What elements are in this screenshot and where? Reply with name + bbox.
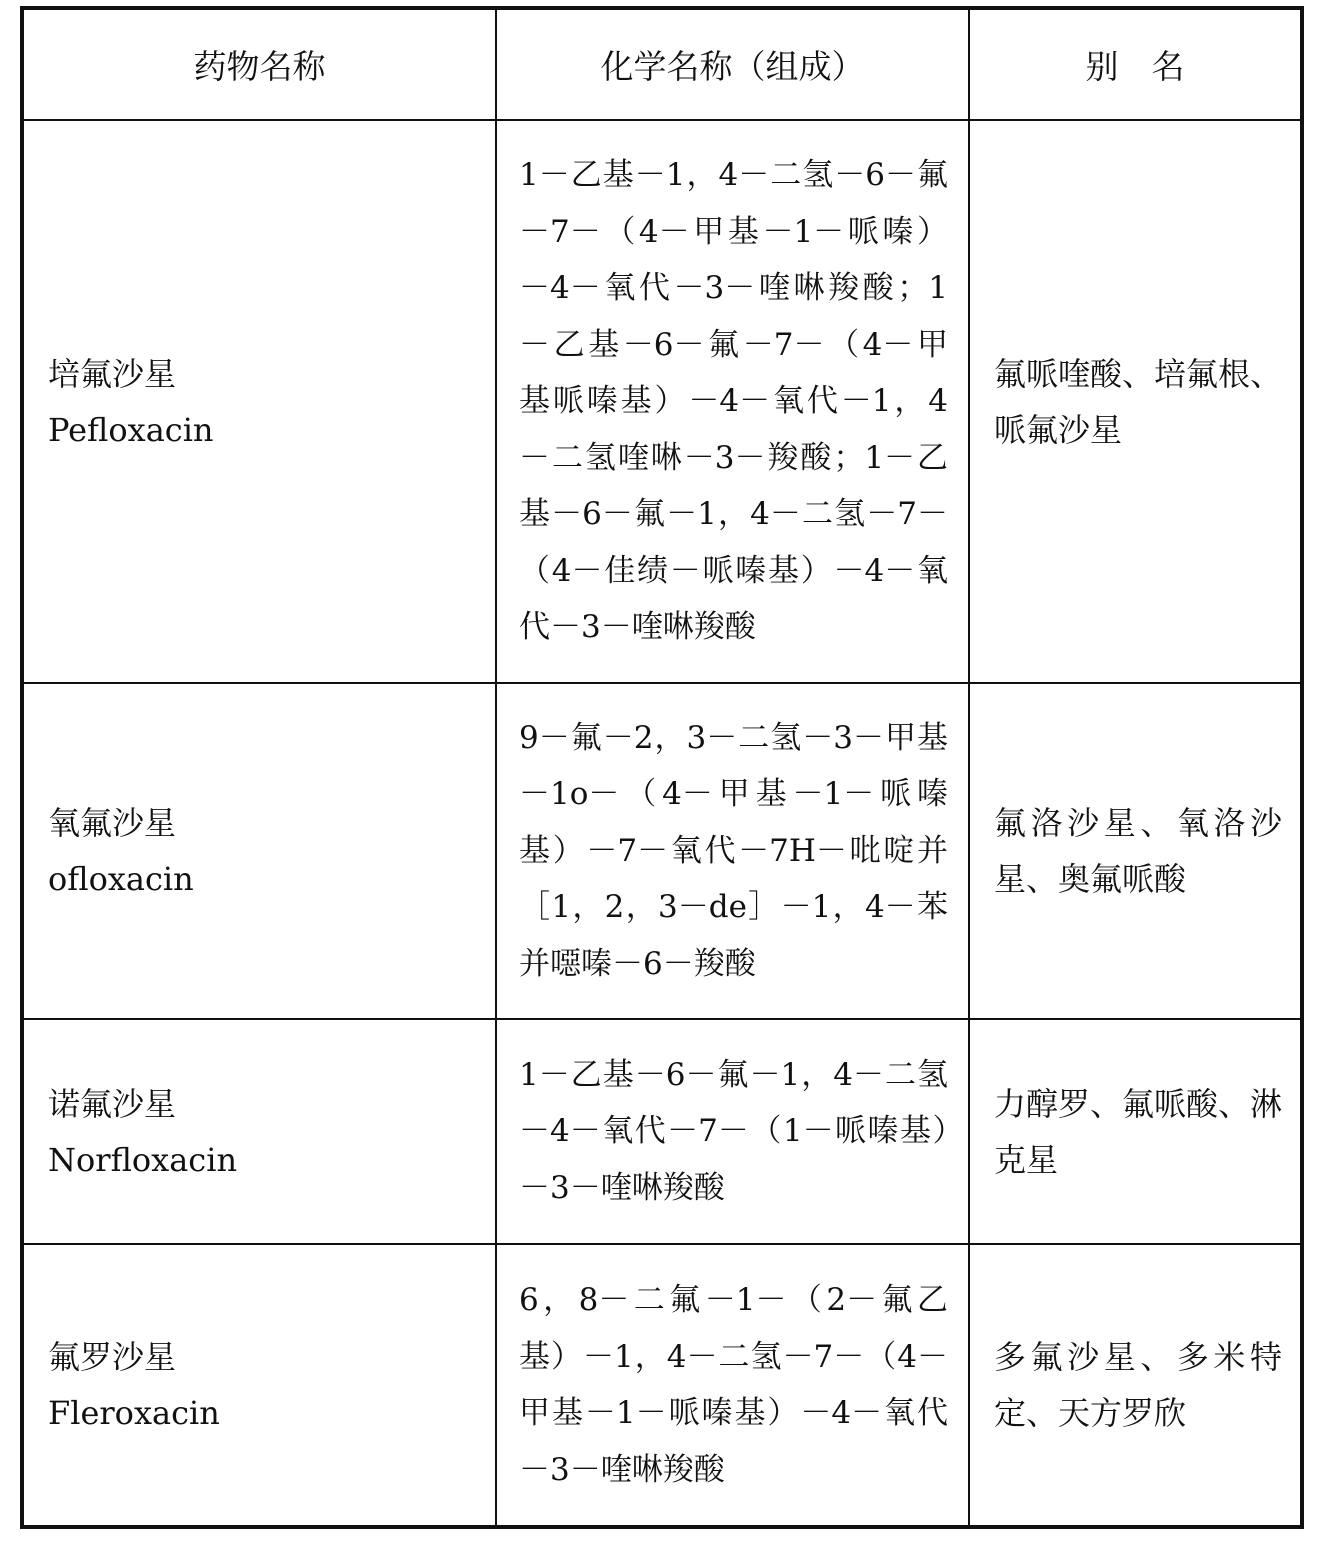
alias-cell: 氟哌喹酸、培氟根、哌氟沙星 (969, 120, 1302, 683)
table-row (22, 1244, 1302, 1527)
drug-name-cell (22, 683, 496, 1019)
drug-table (20, 6, 1304, 1529)
header-alias: 别 名 (969, 8, 1302, 120)
header-drug-name: 药物名称 (22, 8, 496, 120)
drug-name-en: Fleroxacin (48, 1394, 220, 1432)
drug-name-en: ofloxacin (48, 860, 194, 898)
drug-name-en: Pefloxacin (48, 410, 214, 449)
drug-name-cn: 氧氟沙星 (48, 804, 177, 842)
table-row (22, 1019, 1302, 1244)
chemical-name-cell: 1－乙基－1，4－二氢－6－氟－7－（4－甲基－1－哌嗪）－4－氧代－3－喹啉羧酸；1－乙基－6－氟－7－（4－甲基哌嗪基）－4－氧代－1，4－二氢喹啉－3－羧酸；1－乙基－6－氟－1，4－二氢－7－（4－佳绩－哌嗪基）－4－氧代－3－喹啉羧酸 (496, 120, 969, 683)
alias-cell: 氟洛沙星、氧洛沙星、奥氟哌酸 (969, 683, 1302, 1019)
drug-name-cell (22, 120, 496, 683)
drug-name-cn: 诺氟沙星 (48, 1084, 177, 1123)
drug-name-cn: 培氟沙星 (48, 354, 177, 393)
chemical-name-cell: 9－氟－2，3－二氢－3－甲基－1o－（4－甲基－1－哌嗪基）－7－氧代－7H－吡啶并［1，2，3－de］－1，4－苯并噁嗪－6－羧酸 (496, 683, 969, 1019)
table-row (22, 683, 1302, 1019)
alias-cell: 力醇罗、氟哌酸、淋克星 (969, 1019, 1302, 1244)
header-chemical-name: 化学名称（组成） (496, 8, 969, 120)
drug-name-cn: 氟罗沙星 (48, 1338, 177, 1376)
chemical-name-cell: 6，8－二氟－1－（2－氟乙基）－1，4－二氢－7－（4－甲基－1－哌嗪基）－4－氧代－3－喹啉羧酸 (496, 1244, 969, 1527)
drug-name-en: Norfloxacin (48, 1140, 238, 1179)
chemical-name-cell: 1－乙基－6－氟－1，4－二氢－4－氧代－7－（1－哌嗪基）－3－喹啉羧酸 (496, 1019, 969, 1244)
table-row (22, 120, 1302, 683)
drug-name-cell (22, 1244, 496, 1527)
drug-name-cell (22, 1019, 496, 1244)
alias-cell: 多氟沙星、多米特定、天方罗欣 (969, 1244, 1302, 1527)
header-row (22, 8, 1302, 120)
